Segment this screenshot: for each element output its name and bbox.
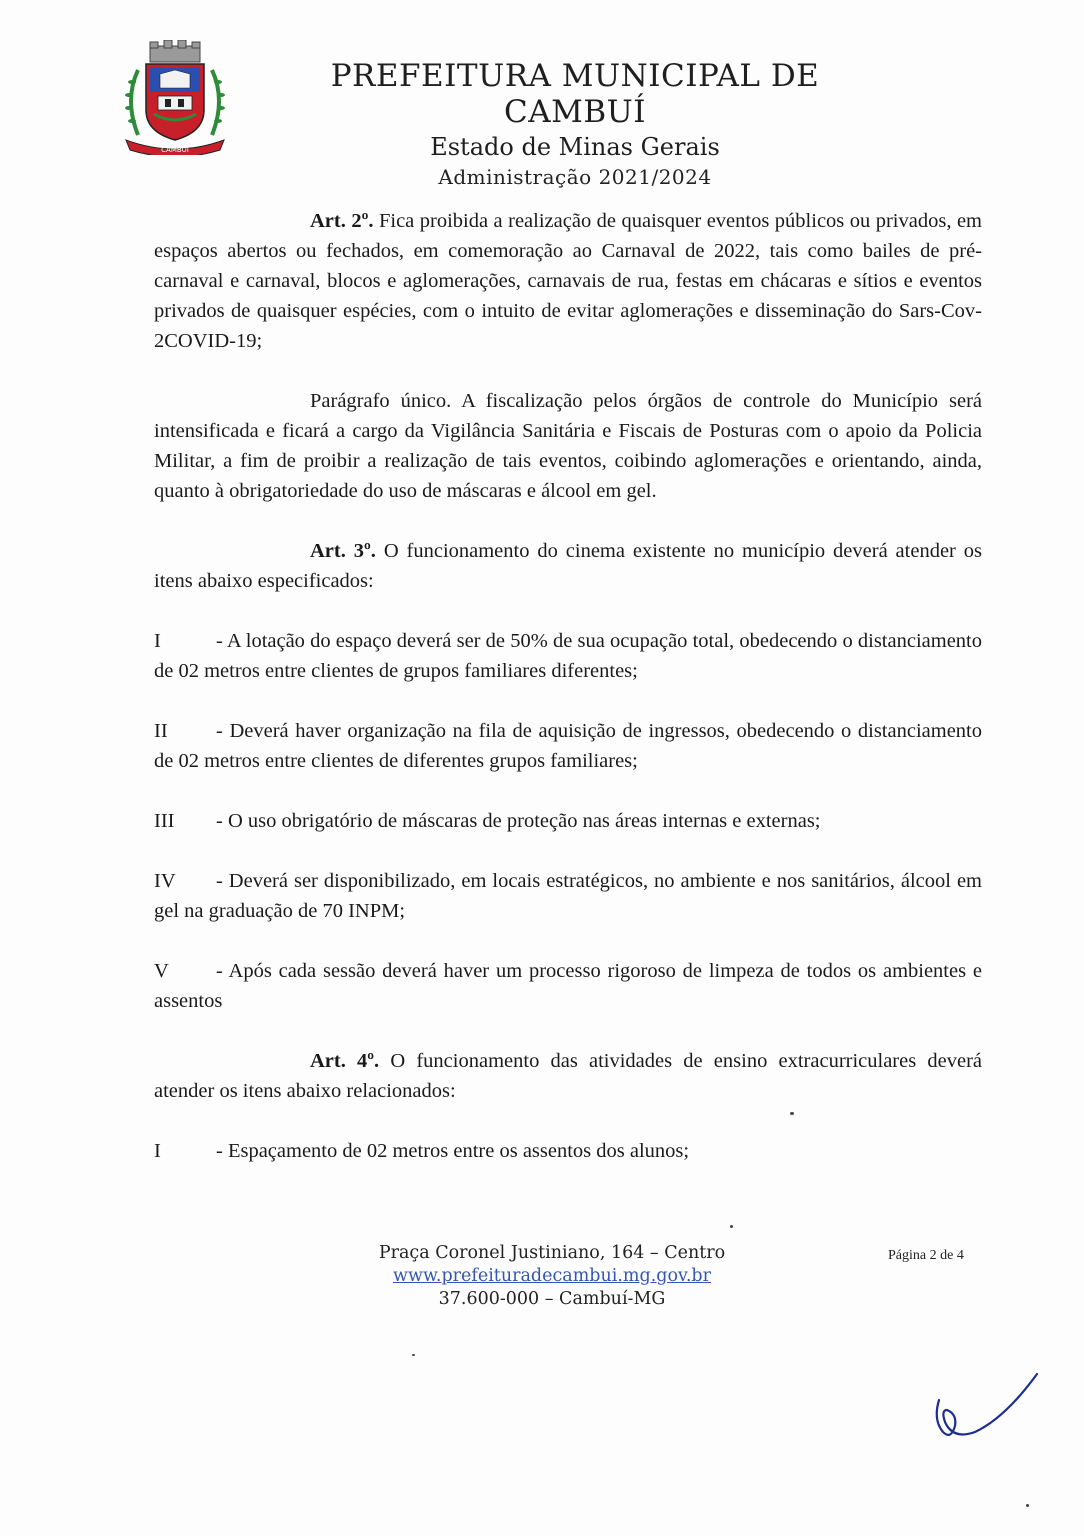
footer-address: Praça Coronel Justiniano, 164 – Centro <box>378 1243 726 1263</box>
article-4-paragraph <box>154 1046 982 1106</box>
footer-website-link[interactable]: www.prefeituradecambui.mg.gov.br <box>393 1266 711 1286</box>
article-3-item-4 <box>154 866 982 926</box>
item-text: - Espaçamento de 02 metros entre os assentos dos alunos; <box>216 1140 690 1162</box>
prefeitura-title: PREFEITURA MUNICIPAL DE CAMBUÍ <box>330 58 820 130</box>
item-number: III <box>154 810 175 832</box>
article-3-paragraph <box>154 536 982 596</box>
item-text: - A lotação do espaço deverá ser de 50% de sua ocupação total, obedecendo o distanciamento de 02 metros entre clientes de grupos familiares diferentes; <box>154 630 982 682</box>
item-text: - Após cada sessão deverá haver um processo rigoroso de limpeza de todos os ambientes e assentos <box>154 960 982 1012</box>
item-number: I <box>154 1140 161 1162</box>
item-text: - Deverá ser disponibilizado, em locais estratégicos, no ambiente e nos sanitários, álcool em gel na graduação de 70 INPM; <box>154 870 982 922</box>
scan-speck <box>730 1225 733 1228</box>
paragrafo-unico-paragraph <box>154 386 982 506</box>
municipal-crest-logo <box>120 40 230 155</box>
item-number: V <box>154 960 169 982</box>
article-4-label: Art. 4º. <box>310 1050 380 1072</box>
article-3-label: Art. 3º. <box>310 540 376 562</box>
scan-speck <box>790 1112 794 1115</box>
item-text: - O uso obrigatório de máscaras de proteção nas áreas internas e externas; <box>216 810 821 832</box>
page-footer <box>352 1242 752 1311</box>
article-3-text: O funcionamento do cinema existente no município deverá atender os itens abaixo especificados: <box>154 540 983 592</box>
letterhead <box>255 58 895 190</box>
article-3-item-3 <box>154 806 982 836</box>
article-2-label: Art. 2º. <box>310 210 374 232</box>
scan-speck <box>412 1354 415 1356</box>
article-2-paragraph <box>154 206 982 356</box>
article-4-text: O funcionamento das atividades de ensino extracurriculares deverá atender os itens abaixo relacionados: <box>154 1050 983 1102</box>
crest-banner-text: CAMBUÍ <box>161 146 189 154</box>
item-number: IV <box>154 870 176 892</box>
article-4-item-1 <box>154 1136 982 1166</box>
article-3-item-1 <box>154 626 982 686</box>
paragrafo-unico-text: Parágrafo único. A fiscalização pelos órgãos de controle do Município será intensificada e ficará a cargo da Vigilância Sanitária e Fiscais de Posturas com o apoio da Policia Militar, a fim de proibir a realização de tais eventos, coibindo aglomerações e orientando, ainda, quanto à obrigatoriedade do uso de máscaras e álcool em gel. <box>154 390 982 502</box>
article-3-item-5 <box>154 956 982 1016</box>
item-text: - Deverá haver organização na fila de aquisição de ingressos, obedecendo o distanciamento de 02 metros entre clientes de diferentes grupos familiares; <box>154 720 982 772</box>
article-3-item-2 <box>154 716 982 776</box>
item-number: II <box>154 720 168 742</box>
footer-cep: 37.600-000 – Cambuí-MG <box>438 1289 666 1309</box>
handwritten-initials-signature <box>925 1370 1045 1450</box>
administration-term: Administração 2021/2024 <box>438 165 712 189</box>
item-number: I <box>154 630 161 652</box>
article-2-text: Fica proibida a realização de quaisquer eventos públicos ou privados, em espaços abertos ou fechados, em comemoração ao Carnaval de 2022, tais como bailes de pré-carnaval e carnaval, blocos e aglomerações, carnavais de rua, festas em chácaras e sítios e eventos privados de quaisquer espécies, com o intuito de evitar aglomerações e disseminação do Sars-Cov-2COVID-19; <box>154 210 982 352</box>
state-name: Estado de Minas Gerais <box>430 133 720 161</box>
page-number: Página 2 de 4 <box>888 1248 964 1263</box>
scan-speck <box>1026 1504 1029 1507</box>
